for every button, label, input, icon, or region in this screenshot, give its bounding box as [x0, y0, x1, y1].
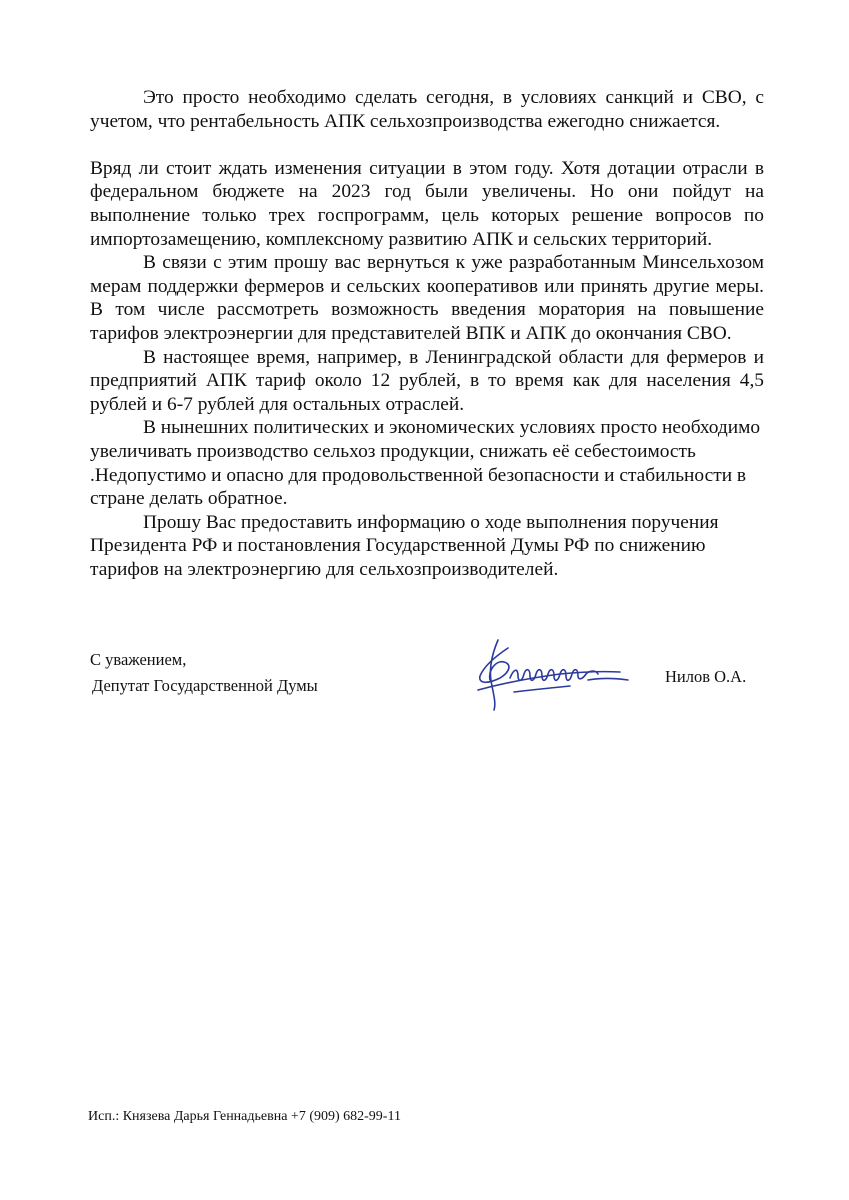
paragraph-1: Это просто необходимо сделать сегодня, в условиях санкций и СВО, с учетом, что рентабельность АПК сельхозпроизводства ежегодно снижается. [90, 87, 764, 132]
letter-body [90, 86, 764, 581]
signer-name: Нилов О.А. [665, 667, 747, 686]
paragraph-5: В нынешних политических и экономических условиях просто необходимо увеличивать производство сельхоз продукции, снижать её себестоимость .Недопустимо и опасно для продовольственной безопасности и стабильности в стране делать обратное. [90, 417, 761, 510]
paragraph-6: Прошу Вас предоставить информацию о ходе выполнения поручения Президента РФ и постановления Государственной Думы РФ по снижению тарифов на электроэнергию для сельхозпроизводителей. [90, 511, 719, 580]
executor-footer: Исп.: Князева Дарья Геннадьевна +7 (909) 682-99-11 [88, 1109, 401, 1124]
handwritten-signature [470, 634, 635, 714]
paragraph-3: В связи с этим прошу вас вернуться к уже разработанным Минсельхозом мерам поддержки фермеров и сельских кооперативов или принять другие меры. В том числе рассмотреть возможность введения моратория на повышение тарифов электроэнергии для представителей ВПК и АПК до окончания СВО. [90, 252, 764, 344]
paragraph-2: Вряд ли стоит ждать изменения ситуации в этом году. Хотя дотации отрасли в федеральном бюджете на 2023 год были увеличены. Но они пойдут на выполнение только трех госпрограмм, цель которых решение вопросов по импортозамещению, комплексному развитию АПК и сельских территорий. [90, 157, 764, 250]
paragraph-4: В настоящее время, например, в Ленинградской области для фермеров и предприятий АПК тариф около 12 рублей, в то время как для населения 4,5 рублей и 6-7 рублей для остальных отраслей. [90, 346, 764, 415]
signer-position: Депутат Государственной Думы [92, 676, 318, 695]
regards-text: С уважением, [90, 650, 187, 669]
closing-block [90, 647, 318, 699]
